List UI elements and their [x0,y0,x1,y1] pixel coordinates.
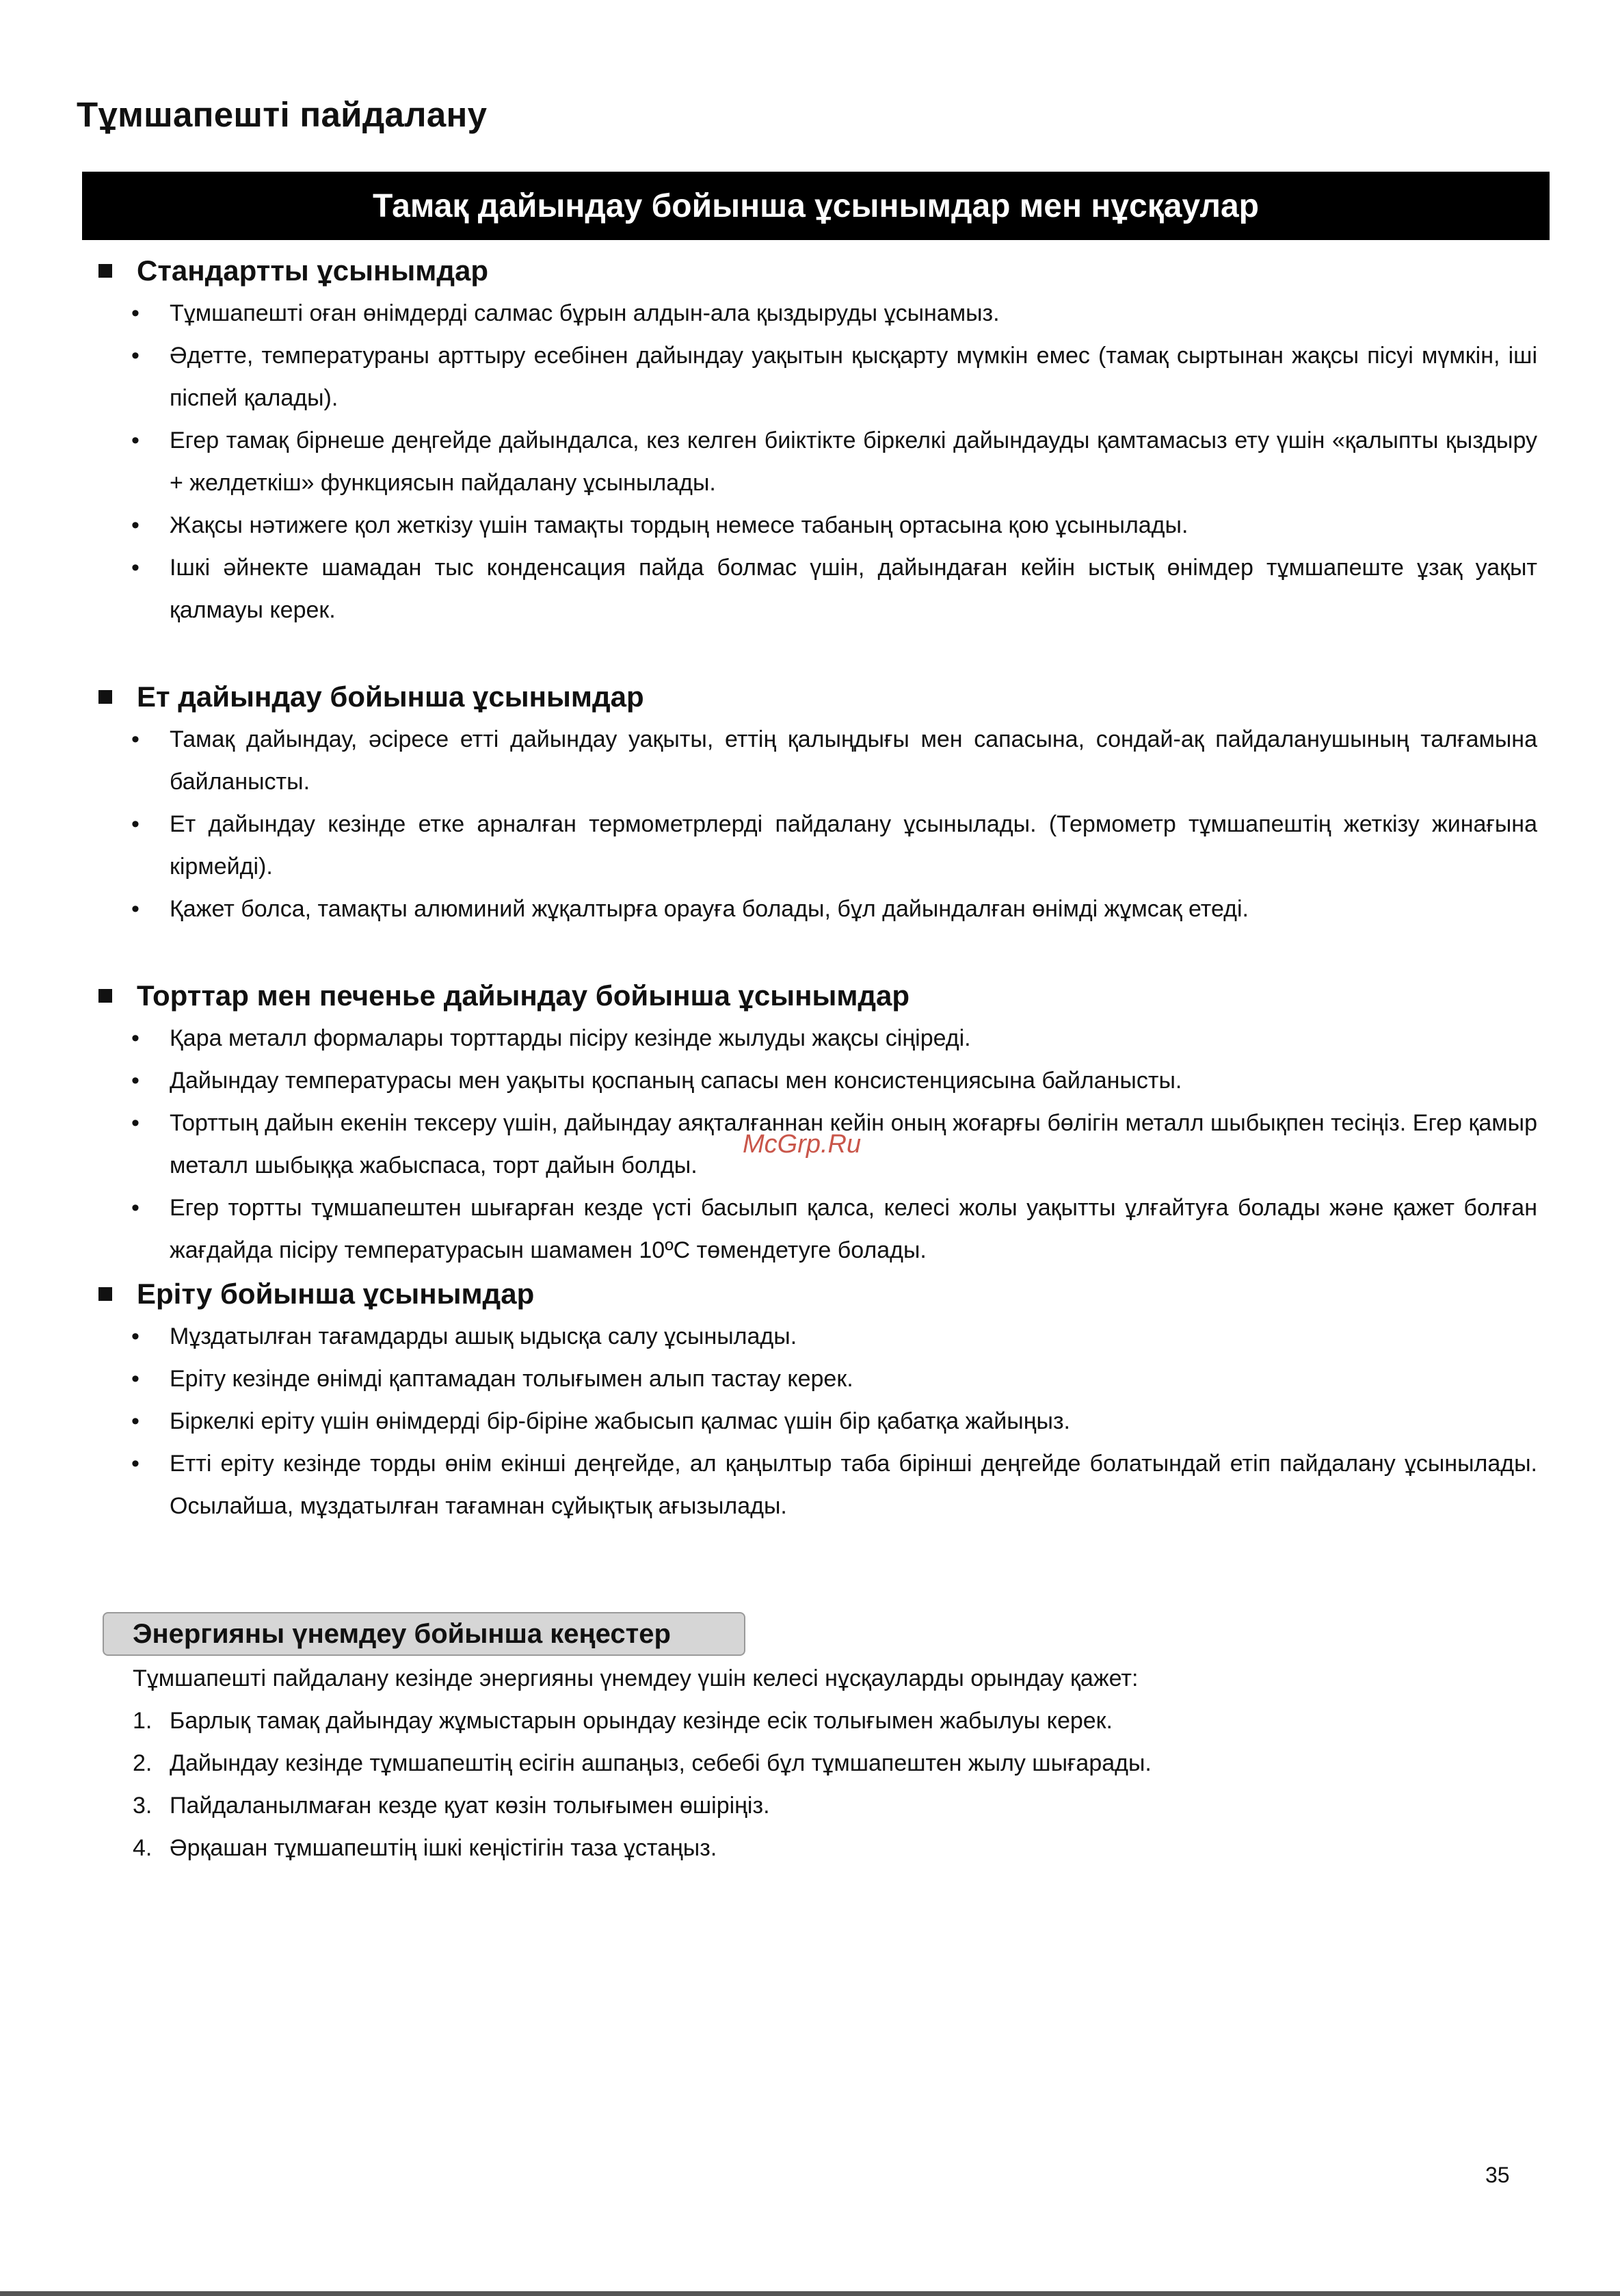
bullet-icon: • [131,811,140,837]
section-meat [96,676,1545,930]
bullet-list [96,718,1545,930]
numbered-list [133,1700,1152,1869]
list-item: 4. Әрқашан тұмшапештің ішкі кеңістігін таза ұстаңыз. [133,1827,1152,1869]
section-heading: Торттар мен печенье дайындау бойынша ұсынымдар [96,975,1545,1017]
list-item: • Тұмшапешті оған өнімдерді салмас бұрын алдын-ала қыздыруды ұсынамыз. [96,292,1537,334]
list-item: • Біркелкі еріту үшін өнімдерді бір-біріне жабысып қалмас үшін бір қабатқа жайыңыз. [96,1400,1537,1442]
list-item: • Тамақ дайындау, әсіресе етті дайындау уақыты, еттің қалыңдығы мен сапасына, сондай-ақ пайдаланушының талғамына байланысты. [96,718,1537,803]
list-item: • Ет дайындау кезінде етке арналған термометрлерді пайдалану ұсынылады. (Термометр тұмшапештің жеткізу жинағына кірмейді). [96,803,1537,888]
bullet-icon: • [131,1451,140,1477]
section-banner: Тамақ дайындау бойынша ұсынымдар мен нұсқаулар [82,172,1550,240]
list-item: • Қажет болса, тамақты алюминий жұқалтырға орауға болады, бұл дайындалған өнімді жұмсақ етеді. [96,888,1537,930]
list-item: • Ішкі әйнекте шамадан тыс конденсация пайда болмас үшін, дайындаған кейін ыстық өнімдер тұмшапеште ұзақ уақыт қалмауы керек. [96,546,1537,631]
square-bullet-icon [98,264,112,278]
bottom-rule [0,2291,1620,2296]
list-item: • Әдетте, температураны арттыру есебінен дайындау уақытын қысқарту мүмкін емес (тамақ сыртынан жақсы пісуі мүмкін, іші піспей қалады). [96,334,1537,419]
square-bullet-icon [98,1287,112,1301]
bullet-icon: • [131,1025,140,1051]
section-cakes [96,975,1545,1271]
list-item: • Егер тамақ бірнеше деңгейде дайындалса, кез келген биіктікте біркелкі дайындауды қамтамасыз ету үшін «қалыпты қыздыру + желдеткіш» функциясын пайдалану ұсынылады. [96,419,1537,504]
bullet-list [96,292,1545,631]
bullet-icon: • [131,427,140,453]
list-item: 1. Барлық тамақ дайындау жұмыстарын орындау кезінде есік толығымен жабылуы керек. [133,1700,1152,1742]
bullet-icon: • [131,1068,140,1094]
list-item: • Жақсы нәтижеге қол жеткізу үшін тамақты тордың немесе табаның ортасына қою ұсынылады. [96,504,1537,546]
list-item: • Еріту кезінде өнімді қаптамадан толығымен алып тастау керек. [96,1358,1537,1400]
page-number: 35 [1485,2163,1510,2187]
bullet-icon: • [131,896,140,922]
bullet-list [96,1315,1545,1527]
section-standard [96,250,1545,631]
section-heading: Еріту бойынша ұсынымдар [96,1273,1545,1315]
energy-intro: Тұмшапешті пайдалану кезінде энергияны үнемдеу үшін келесі нұсқауларды орындау қажет: [133,1665,1139,1691]
bullet-icon: • [131,726,140,752]
item-number: 4. [133,1835,152,1861]
list-item: • Мұздатылған тағамдарды ашық ыдысқа салу ұсынылады. [96,1315,1537,1358]
bullet-icon: • [131,1195,140,1221]
list-item: • Торттың дайын екенін тексеру үшін, дайындау аяқталғаннан кейін оның жоғарғы бөлігін металл шыбықпен тесіңіз. Егер қамыр металл шыбыққа жабыспаса, торт дайын болды. [96,1102,1537,1187]
list-item: • Егер тортты тұмшапештен шығарған кезде үсті басылып қалса, келесі жолы уақытты ұлғайтуға болады және қажет болған жағдайда пісіру температурасын шамамен 10ºС төмендетуге болады. [96,1187,1537,1271]
square-bullet-icon [98,989,112,1003]
page-title: Тұмшапешті пайдалану [77,95,488,134]
section-heading: Стандартты ұсынымдар [96,250,1545,292]
list-item: 3. Пайдаланылмаған кезде қуат көзін толығымен өшіріңіз. [133,1784,1152,1827]
bullet-icon: • [131,1366,140,1392]
bullet-icon: • [131,300,140,326]
list-item: • Қара металл формалары торттарды пісіру кезінде жылуды жақсы сіңіреді. [96,1017,1537,1059]
watermark: McGrp.Ru [743,1130,862,1159]
list-item: • Дайындау температурасы мен уақыты қоспаның сапасы мен консистенциясына байланысты. [96,1059,1537,1102]
bullet-icon: • [131,343,140,369]
section-defrost [96,1273,1545,1527]
list-item: • Етті еріту кезінде торды өнім екінші деңгейде, ал қаңылтыр таба бірінші деңгейде болатындай етіп пайдалану ұсынылады. Осылайша, мұздатылған тағамнан сұйықтық ағызылады. [96,1442,1537,1527]
item-number: 3. [133,1793,152,1819]
energy-heading: Энергияны үнемдеу бойынша кеңестер [103,1612,745,1656]
list-item: 2. Дайындау кезінде тұмшапештің есігін ашпаңыз, себебі бұл тұмшапештен жылу шығарады. [133,1742,1152,1784]
bullet-icon: • [131,512,140,538]
bullet-icon: • [131,1323,140,1349]
section-heading: Ет дайындау бойынша ұсынымдар [96,676,1545,718]
bullet-icon: • [131,1110,140,1136]
bullet-icon: • [131,1408,140,1434]
item-number: 1. [133,1708,152,1734]
bullet-icon: • [131,555,140,581]
square-bullet-icon [98,690,112,704]
item-number: 2. [133,1750,152,1776]
